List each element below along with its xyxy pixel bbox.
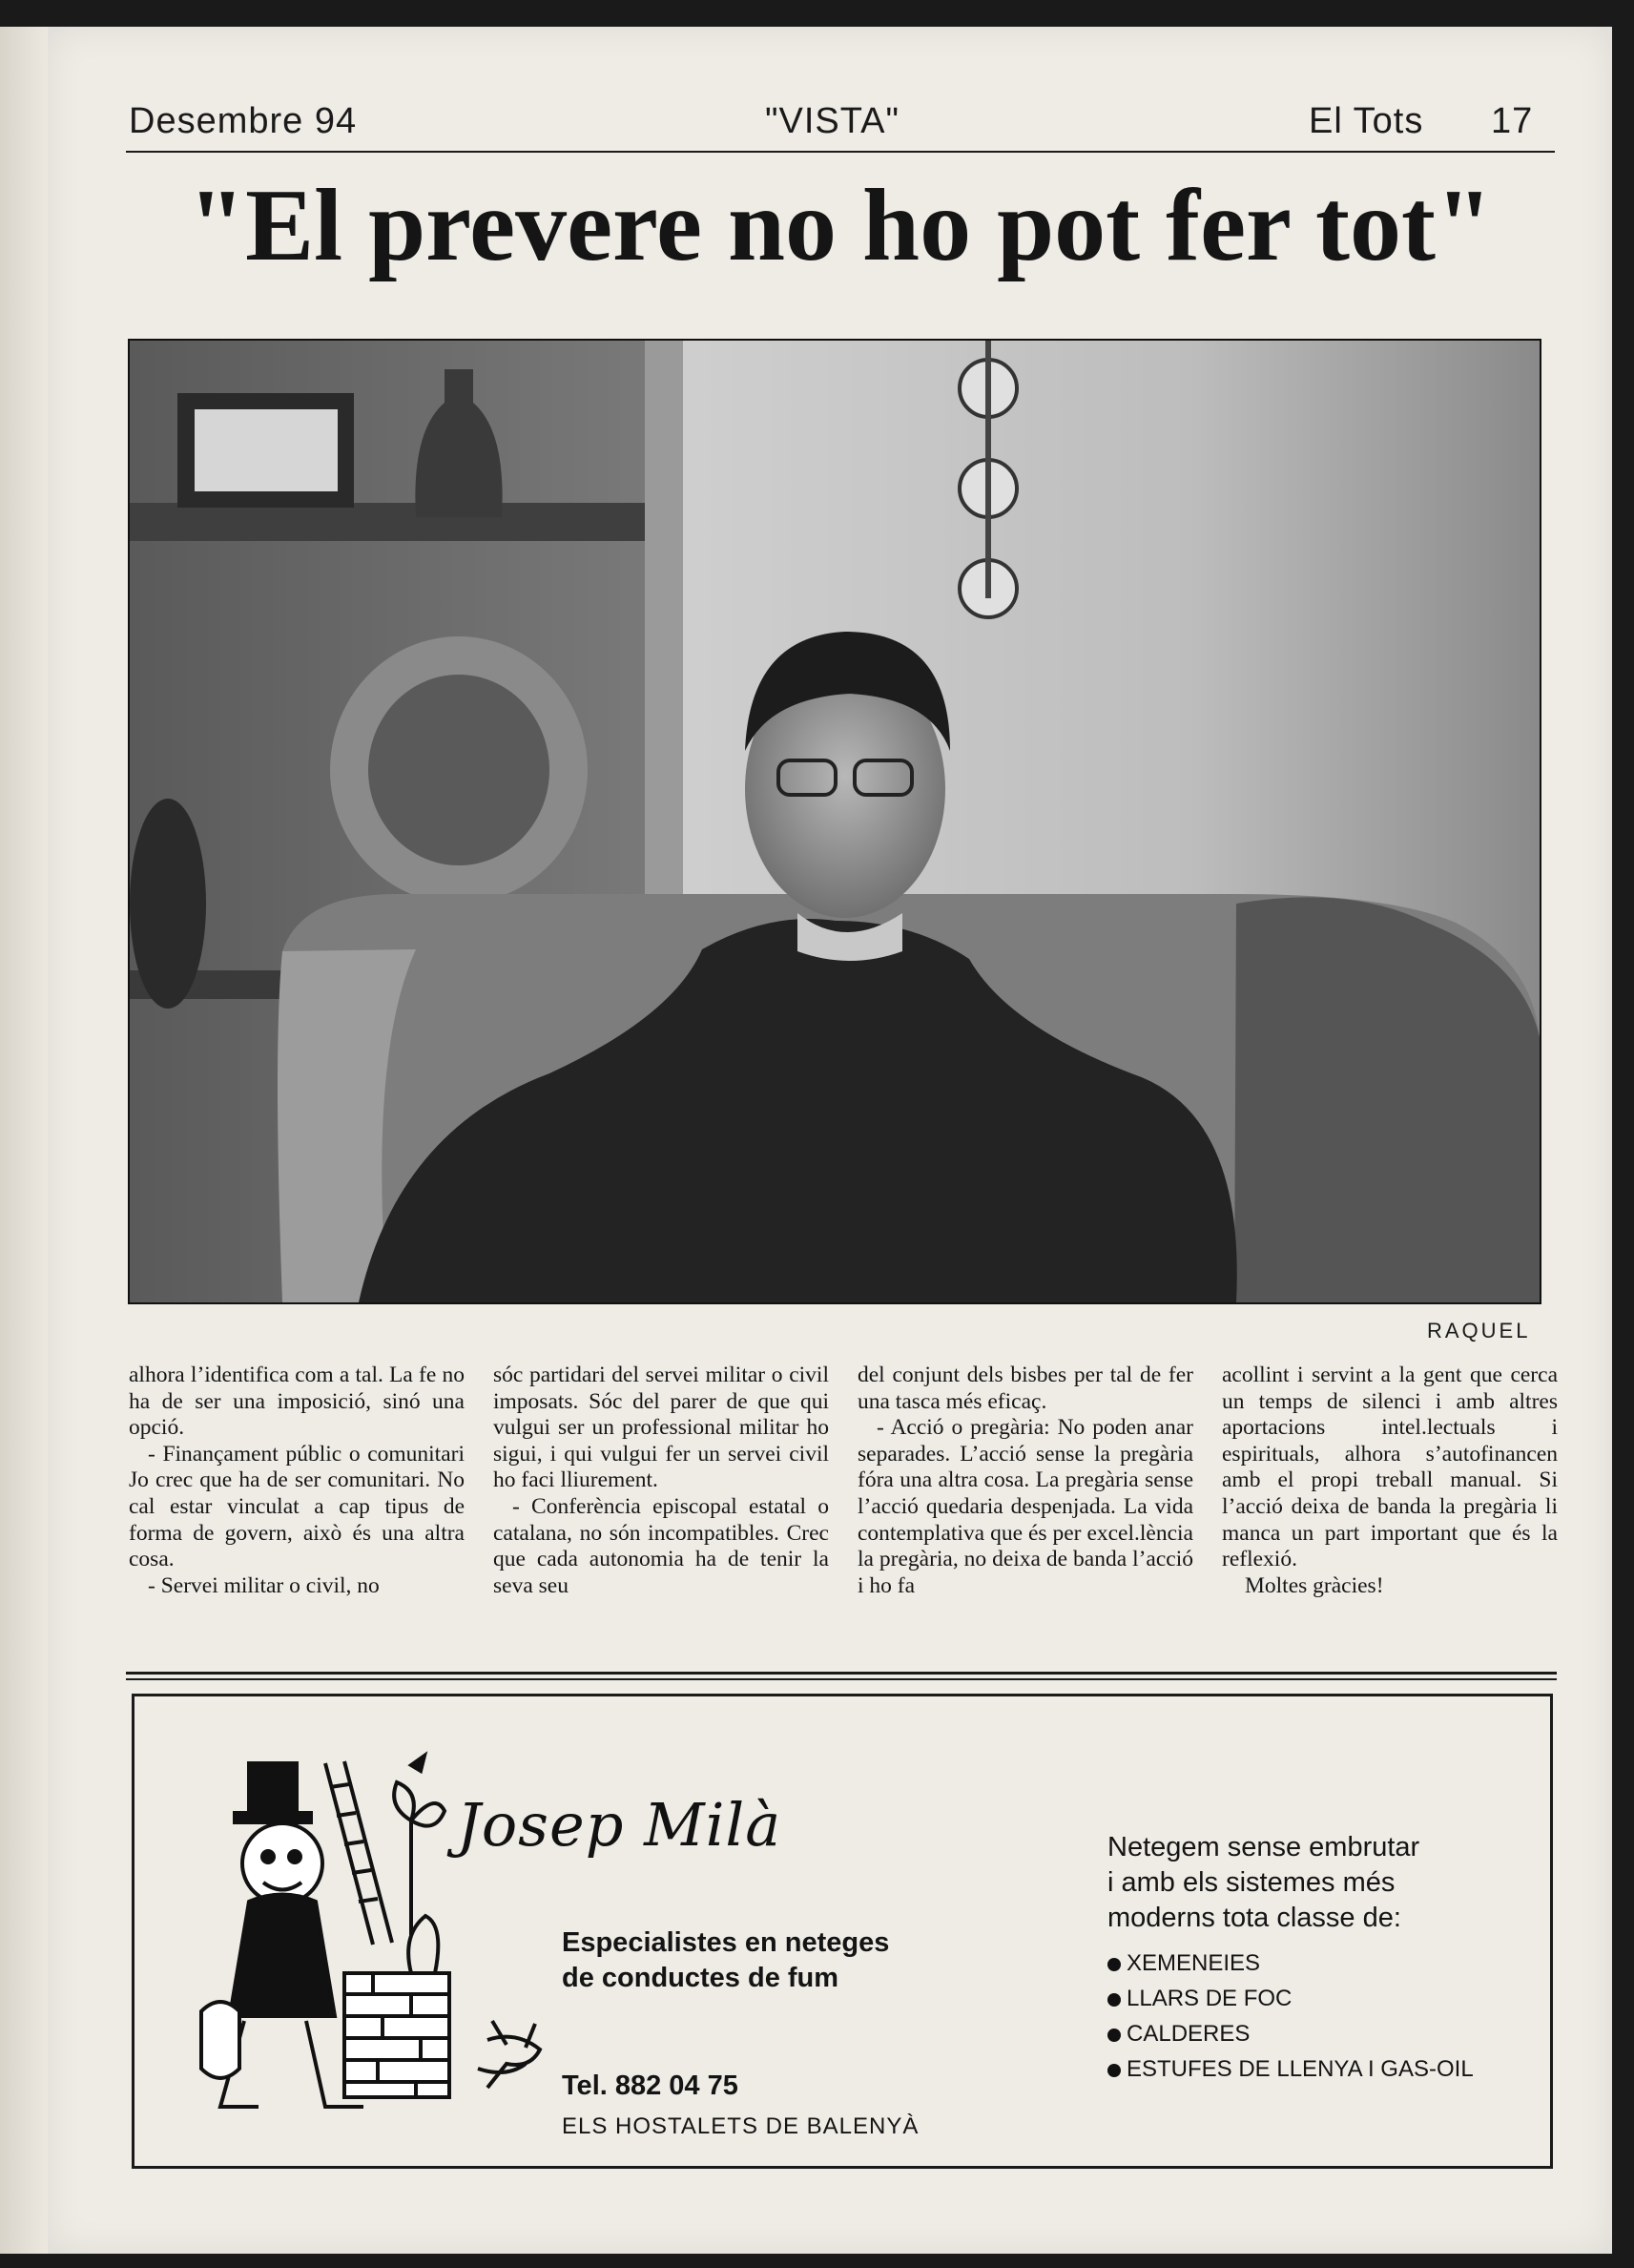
list-item bbox=[1107, 1945, 1527, 1981]
list-item bbox=[1107, 2051, 1527, 2087]
ad-intro-line: Netegem sense embrutar bbox=[1107, 1832, 1420, 1862]
article-column-1 bbox=[129, 1363, 465, 1599]
paragraph: - Servei militar o civil, no bbox=[148, 1572, 380, 1598]
service-label: LLARS DE FOC bbox=[1127, 1986, 1293, 2011]
ad-services-block bbox=[1107, 1830, 1527, 2087]
article-headline: "El prevere no ho pot fer tot" bbox=[188, 169, 1493, 282]
ad-intro-line: moderns tota classe de: bbox=[1107, 1903, 1401, 1933]
header-publication: El Tots bbox=[1309, 101, 1424, 141]
interview-photo-illustration bbox=[130, 341, 1540, 1302]
article-body bbox=[129, 1363, 1556, 1649]
paragraph: del conjunt dels bisbes per tal de fer una tasca més eficaç. bbox=[858, 1363, 1193, 1414]
paragraph: acollint i servint a la gent que cerca un temps de silenci i amb altres aportacions intel.lectuals i espirituals, alhora s’autofinancen amb el propi treball manual. Si l’acció deixa de banda la pregària li manca un part important que és la reflexió. bbox=[1222, 1363, 1558, 1572]
paragraph: - Acció o pregària: No poden anar separades. L’acció sense la pregària fóra una altra cosa. La pregària sense l’acció quedaria despenjada. La vida contemplativa que és per excel.lència la pregària, no deixa de banda l’acció i ho fa bbox=[858, 1415, 1193, 1598]
list-item bbox=[1107, 2016, 1527, 2051]
photo-credit: RAQUEL bbox=[1427, 1319, 1531, 1342]
service-label: CALDERES bbox=[1127, 2021, 1251, 2047]
advertisement bbox=[132, 1694, 1553, 2169]
bullet-icon bbox=[1107, 2064, 1121, 2077]
ad-intro-line: i amb els sistemes més bbox=[1107, 1867, 1396, 1898]
paragraph: - Conferència episcopal estatal o catalana, no són incompatibles. Crec que cada autonomia ha de tenir la seva seu bbox=[493, 1493, 829, 1598]
list-item bbox=[1107, 1981, 1527, 2016]
page-header bbox=[129, 95, 1550, 153]
ad-services-list bbox=[1107, 1945, 1527, 2087]
ad-brand-logo: Josep Milà bbox=[457, 1790, 782, 1860]
paragraph: - Finançament públic o comunitari Jo crec que ha de ser comunitari. No cal estar vinculat a cap tipus de forma de govern, això és una altra cosa. bbox=[129, 1441, 465, 1572]
paragraph: sóc partidari del servei militar o civil imposats. Sóc del parer de que qui vulgui ser un professional militar ho sigui, i qui vulgui fer un servei civil ho faci lliurement. bbox=[493, 1363, 829, 1493]
service-label: XEMENEIES bbox=[1127, 1950, 1261, 1976]
ad-intro bbox=[1107, 1830, 1527, 1936]
ad-phone: Tel. 882 04 75 bbox=[562, 2070, 738, 2101]
article-column-2 bbox=[493, 1363, 829, 1599]
header-section: "VISTA" bbox=[765, 101, 900, 141]
ad-town: ELS HOSTALETS DE BALENYÀ bbox=[562, 2113, 920, 2139]
bullet-icon bbox=[1107, 2029, 1121, 2042]
header-page-number: 17 bbox=[1491, 101, 1534, 141]
header-rule bbox=[126, 151, 1555, 153]
section-divider bbox=[126, 1672, 1557, 1680]
service-label: ESTUFES DE LLENYA I GAS-OIL bbox=[1127, 2056, 1474, 2082]
page-gutter bbox=[0, 27, 48, 2254]
paragraph: alhora l’identifica com a tal. La fe no ha de ser una imposició, sinó una opció. bbox=[129, 1363, 465, 1441]
ad-specialty-line: Especialistes en neteges bbox=[562, 1927, 890, 1958]
paragraph: Moltes gràcies! bbox=[1245, 1572, 1384, 1598]
header-date: Desembre 94 bbox=[129, 101, 358, 141]
article-column-3 bbox=[858, 1363, 1193, 1599]
article-column-4 bbox=[1222, 1363, 1558, 1599]
ad-specialty bbox=[562, 1925, 889, 1996]
bullet-icon bbox=[1107, 1993, 1121, 2007]
bullet-icon bbox=[1107, 1958, 1121, 1971]
ad-specialty-line: de conductes de fum bbox=[562, 1963, 839, 1993]
article-photo bbox=[128, 339, 1541, 1304]
